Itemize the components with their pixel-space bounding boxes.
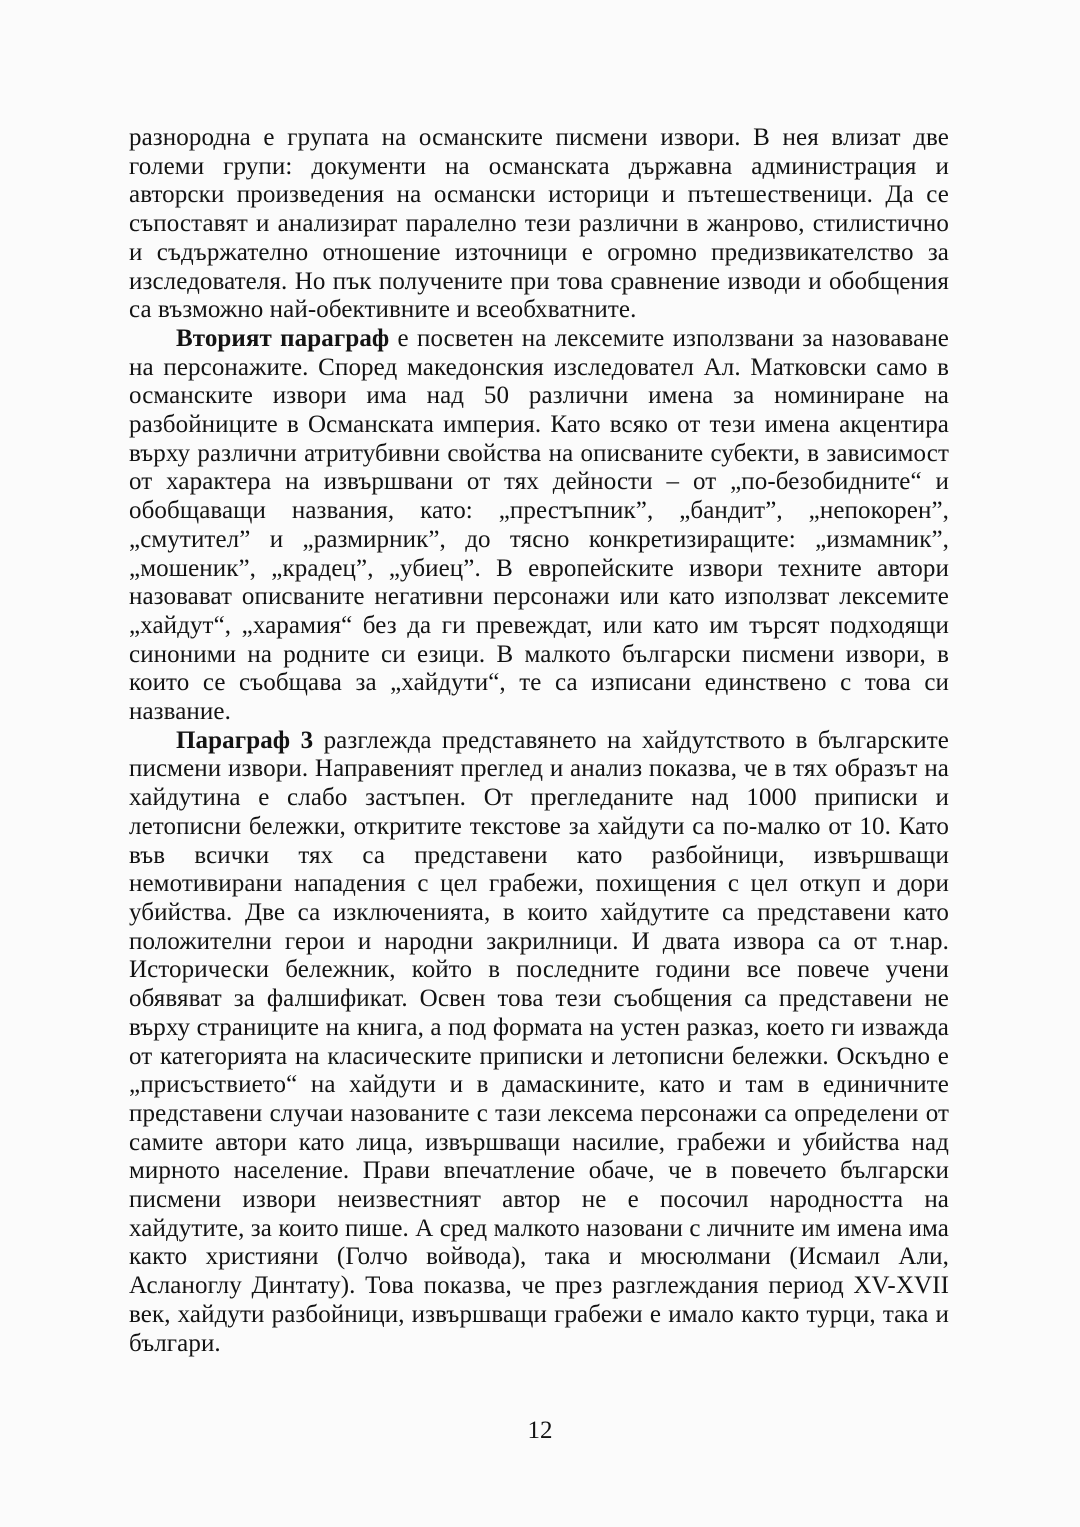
paragraph-second-lead: Вторият параграф: [176, 324, 390, 352]
page-number: 12: [527, 1417, 553, 1444]
paragraph-second-text: е посветен на лексемите използвани за назоваване на персонажите. Според македонския изследовател Ал. Матковски само в османските извори има над 50 различни имена за номиниране на разбойниците в Османската империя. Като всяко от тези имена акцентира върху различни атритубивни свойства на описваните субекти, в зависимост от характера на извършвани от тях дейности – от „по-безобидните“ и обобщаващи названия, като: „престъпник”, „бандит”, „непокорен”, „смутител” и „размирник”, до тясно конкретизиращите: „измамник”, „мошеник”, „крадец”, „убиец”. В европейските извори техните автори назовават описваните негативни персонажи или като използват лексемите „хайдут“, „харамия“ без да ги превеждат, или като им търсят подходящи синоними на родните си езици. В малкото български писмени извори, в които се съобщава за „хайдути“, те са изписани единствено с това си название.: [129, 324, 950, 726]
paragraph-third-lead: Параграф 3: [176, 726, 314, 754]
paragraph-continuation-text: разнородна е групата на османските писмени извори. В нея влизат две големи групи: документи на османската държавна администрация и авторски произведения на османски историци и пътешественици. Да се съпоставят и анализират паралелно тези различни в жанрово, стилистично и съдържателно отношение източници е огромно предизвикателство за изследователя. Но пък получените при това сравнение изводи и обобщения са възможно най-обективните и всеобхватните.: [129, 124, 949, 324]
paragraph-continuation: [129, 124, 949, 325]
paragraph-second: [129, 325, 949, 727]
text-block: [129, 124, 949, 1358]
paragraph-third-text: разглежда представянето на хайдутството в българските писмени извори. Направеният преглед и анализ показва, че в тях образът на хайдутина е слабо застъпен. От прегледаните над 1000 приписки и летописни бележки, откритите текстове за хайдути са по-малко от 10. Като във всички тях са представени като разбойници, извършващи немотивирани нападения с цел грабежи, похищения с цел откуп и дори убийства. Две са изключенията, в които хайдутите са представени като положителни герои и народни закрилници. И двата извора са от т.нар. Исторически бележник, който в последните години все повече учени обявяват за фалшификат. Освен това тези съобщения са представени не върху страниците на книга, а под формата на устен разказ, което ги изважда от категорията на класическите приписки и летописни бележки. Оскъдно е „присъствието“ на хайдути и в дамаскините, като и там в единичните представени случаи назованите с тази лексема персонажи са определени от самите автори като лица, извършващи насилие, грабежи и убийства над мирното население. Прави впечатление обаче, че в повечето български писмени извори неизвестният автор не е посочил народността на хайдутите, за които пише. А сред малкото назовани с личните им имена има както християни (Голчо войвода), така и мюсюлмани (Исмаил Али, Асланоглу Динтату). Това показва, че през разглеждания период XV-XVII век, хайдути разбойници, извършващи грабежи е имало както турци, така и българи.: [129, 726, 949, 1357]
paragraph-third: [129, 727, 949, 1358]
